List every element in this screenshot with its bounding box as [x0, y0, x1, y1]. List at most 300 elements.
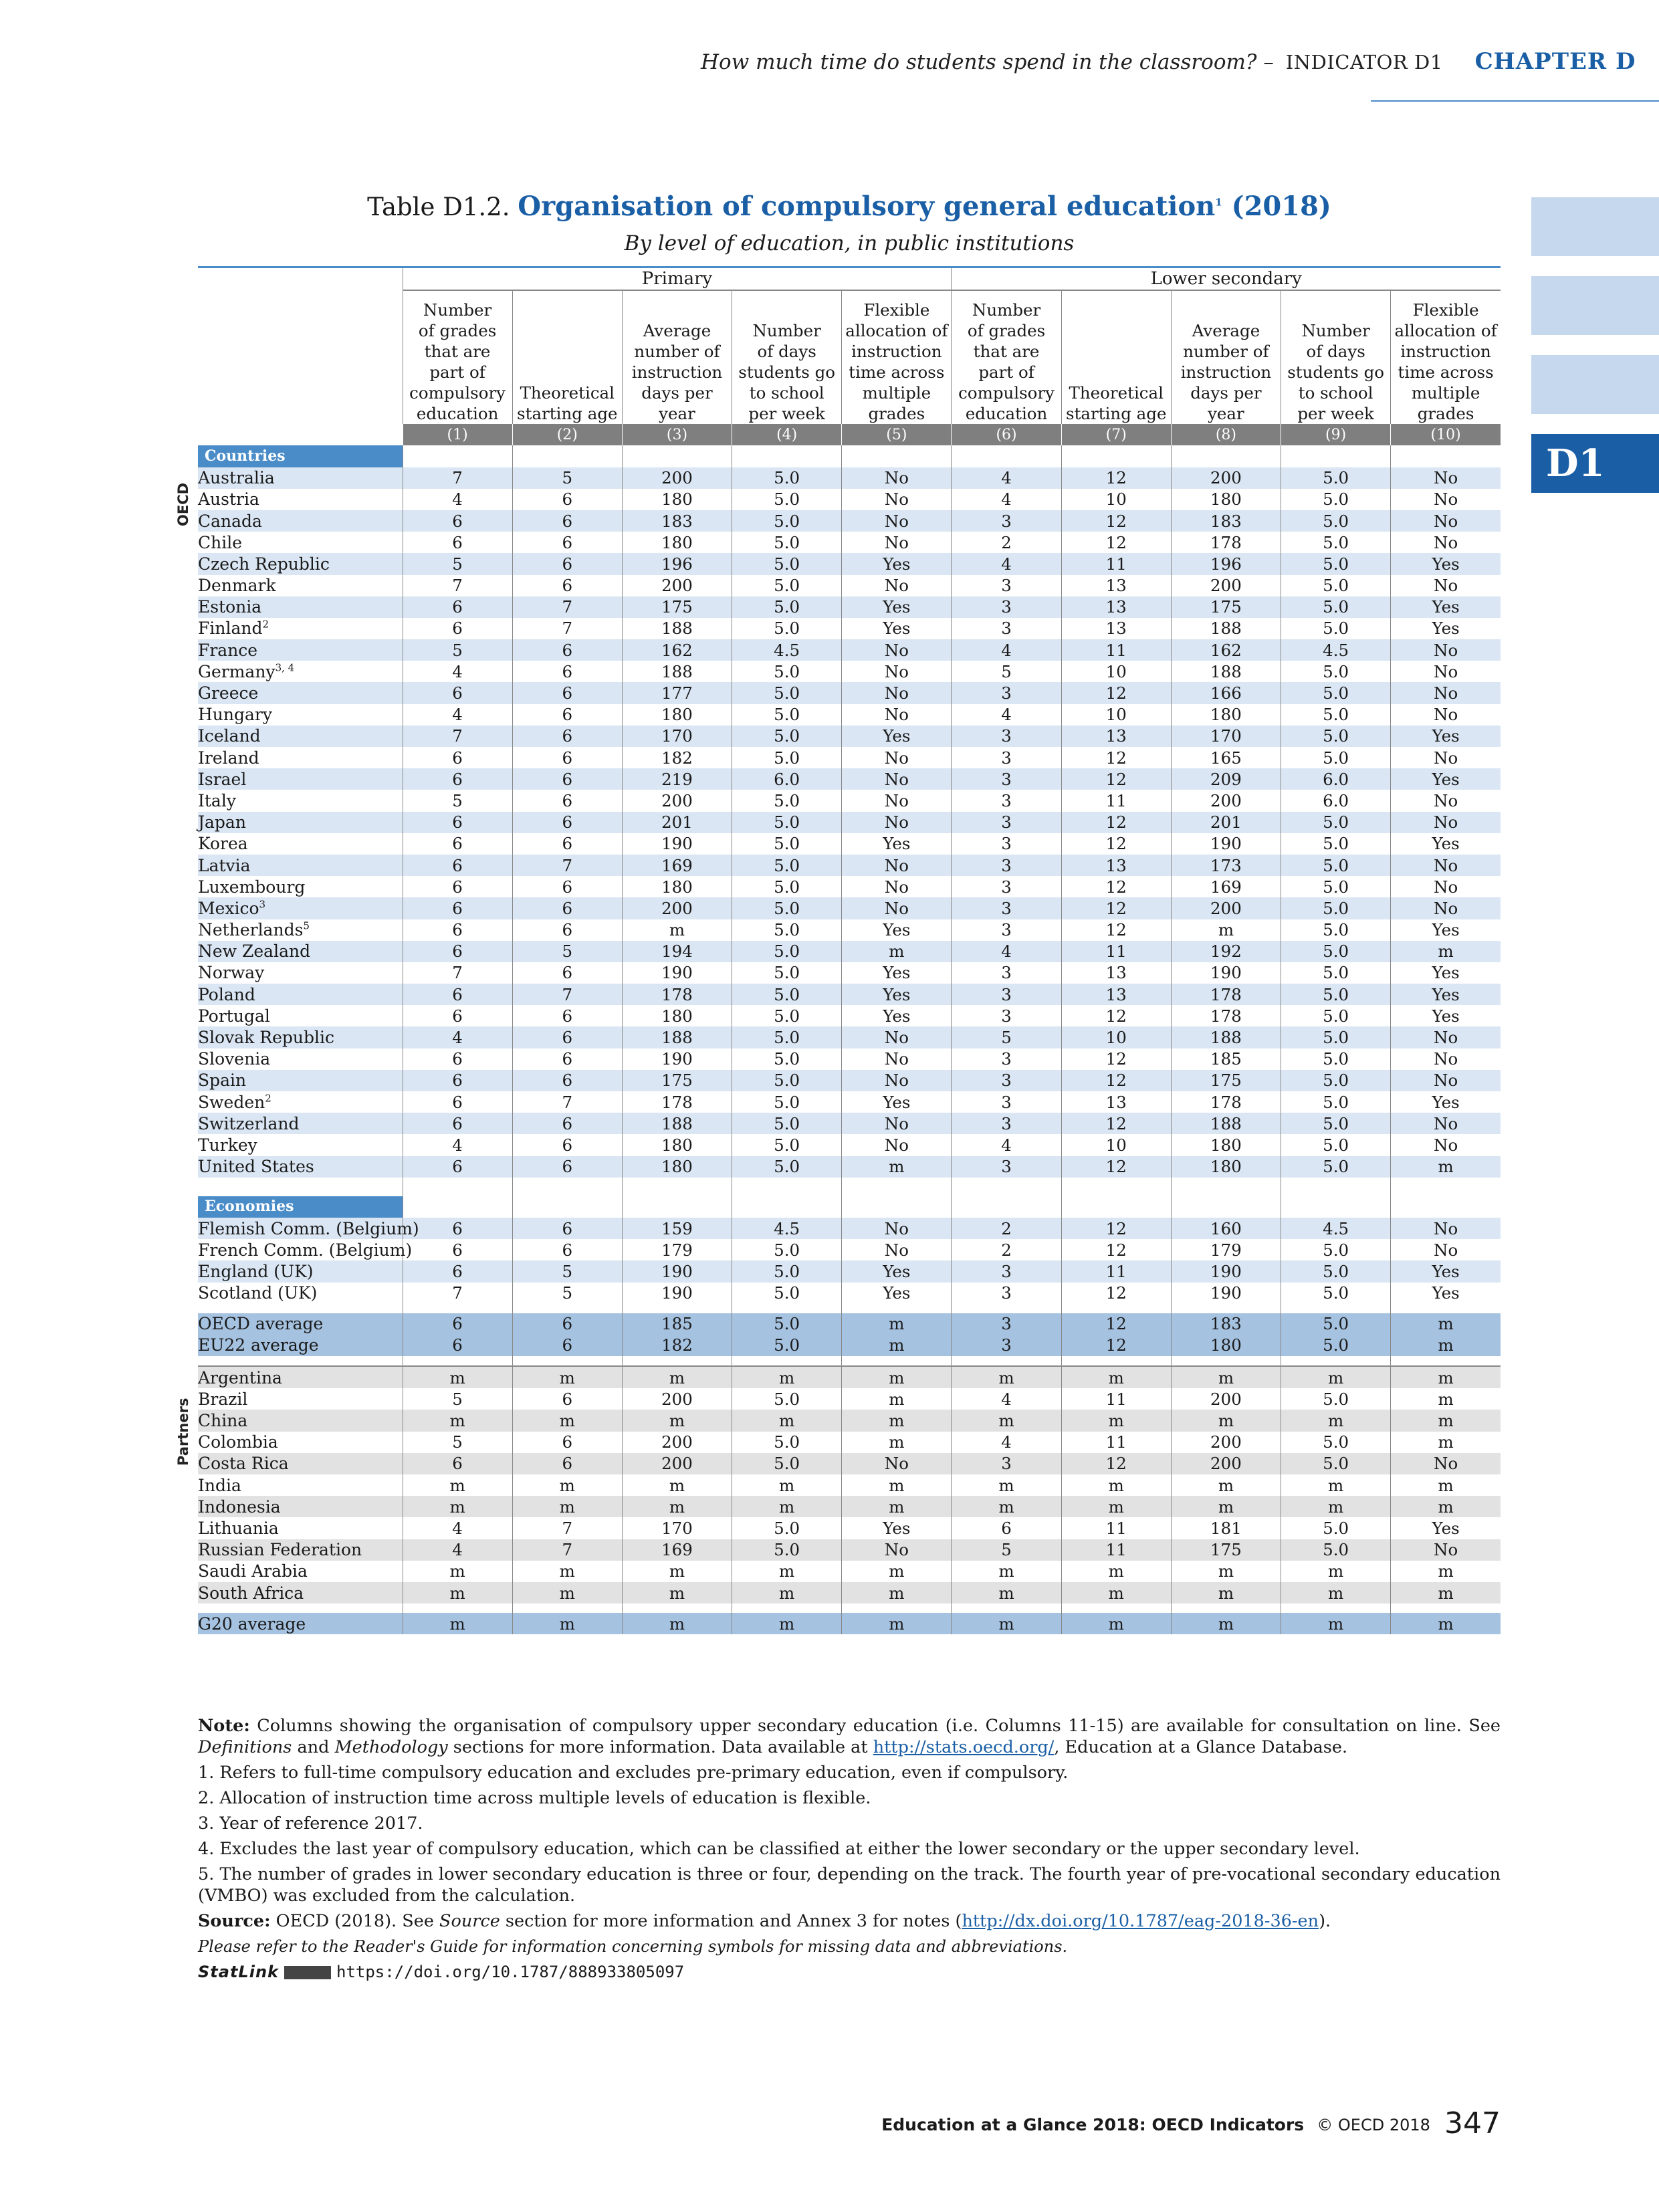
- footnote-marker: 2: [265, 1092, 271, 1105]
- cell-col-3: 178: [622, 984, 732, 1005]
- empty-cell: [952, 1304, 1061, 1313]
- table-row: [198, 661, 1501, 682]
- empty-cell: [732, 1304, 842, 1313]
- cell-col-3: 196: [622, 553, 732, 574]
- empty-cell: [198, 1304, 403, 1313]
- page-footer: [869, 2106, 1501, 2140]
- cell-col-9: 5.0: [1281, 1517, 1391, 1539]
- col-number-10: (10): [1391, 424, 1501, 445]
- footnote-marker: 2: [262, 619, 269, 631]
- cell-col-1: 4: [403, 1026, 512, 1048]
- cell-col-1: 6: [403, 1453, 512, 1474]
- table-row: [198, 618, 1501, 639]
- footnote-4: 4. Excludes the last year of compulsory education, which can be classified at either the lower secondary or the upper secondary level.: [198, 1839, 1360, 1859]
- cell-col-1: m: [403, 1366, 512, 1388]
- col-header-line: that are: [973, 342, 1040, 362]
- cell-col-8: 200: [1171, 1432, 1281, 1453]
- cell-col-10: No: [1391, 704, 1501, 726]
- col-number-2: (2): [512, 424, 622, 445]
- source-text-2: section for more information and Annex 3 for notes (: [500, 1911, 962, 1931]
- cell-col-10: Yes: [1391, 984, 1501, 1005]
- cell-col-7: 12: [1061, 768, 1171, 790]
- cell-col-9: 5.0: [1281, 726, 1391, 747]
- empty-cell: [512, 1356, 622, 1366]
- publication-title: Education at a Glance 2018: OECD Indicators: [881, 2115, 1305, 2134]
- stats-link[interactable]: http://stats.oecd.org/: [873, 1737, 1055, 1757]
- cell-col-8: 178: [1171, 532, 1281, 553]
- cell-col-10: No: [1391, 812, 1501, 833]
- cell-col-10: Yes: [1391, 553, 1501, 574]
- cell-col-2: 6: [512, 768, 622, 790]
- cell-col-1: 6: [403, 1239, 512, 1260]
- col-header-line: allocation of: [845, 321, 948, 341]
- cell-col-7: 11: [1061, 941, 1171, 962]
- cell-col-5: Yes: [842, 596, 952, 618]
- cell-col-8: 169: [1171, 876, 1281, 897]
- cell-col-9: 5.0: [1281, 747, 1391, 768]
- table-row: [198, 1113, 1501, 1134]
- cell-col-1: 5: [403, 553, 512, 574]
- cell-col-7: 13: [1061, 575, 1171, 596]
- cell-col-3: 180: [622, 704, 732, 726]
- row-label: [198, 941, 403, 962]
- col-header-line: number of: [634, 342, 720, 362]
- cell-col-1: 6: [403, 1113, 512, 1134]
- table-row: [198, 639, 1501, 661]
- cell-col-5: Yes: [842, 1517, 952, 1539]
- cell-col-6: 3: [952, 1156, 1061, 1178]
- cell-col-3: 180: [622, 1005, 732, 1026]
- cell-col-5: Yes: [842, 833, 952, 855]
- cell-col-6: 3: [952, 962, 1061, 984]
- cell-col-10: Yes: [1391, 1517, 1501, 1539]
- cell-col-10: m: [1391, 1582, 1501, 1603]
- col-number-1: (1): [403, 424, 512, 445]
- cell-col-2: 6: [512, 1113, 622, 1134]
- cell-col-3: 180: [622, 532, 732, 553]
- col-number-9: (9): [1281, 424, 1391, 445]
- row-label: [198, 1335, 403, 1356]
- cell-col-9: 5.0: [1281, 1048, 1391, 1070]
- table-row: [198, 919, 1501, 941]
- empty-cell: [1061, 1178, 1171, 1196]
- cell-col-3: 219: [622, 768, 732, 790]
- cell-col-10: m: [1391, 1474, 1501, 1496]
- empty-cell: [952, 1196, 1061, 1218]
- doi-link[interactable]: http://dx.doi.org/10.1787/eag-2018-36-en: [962, 1911, 1319, 1931]
- cell-col-7: 12: [1061, 1005, 1171, 1026]
- empty-cell: [1391, 445, 1501, 467]
- country-name: Portugal: [198, 1006, 270, 1026]
- cell-col-3: 182: [622, 1335, 732, 1356]
- country-name: Saudi Arabia: [198, 1561, 308, 1581]
- cell-col-1: 6: [403, 1335, 512, 1356]
- cell-col-7: 12: [1061, 919, 1171, 941]
- col-number-5: (5): [842, 424, 952, 445]
- row-label: [198, 510, 403, 532]
- col-number-6: (6): [952, 424, 1061, 445]
- empty-cell: [842, 445, 952, 467]
- empty-cell: [1171, 1356, 1281, 1366]
- col-number-3: (3): [622, 424, 732, 445]
- col-header-line: multiple: [862, 383, 931, 403]
- country-name: Scotland (UK): [198, 1283, 318, 1303]
- row-label: [198, 1313, 403, 1335]
- cell-col-6: 3: [952, 1113, 1061, 1134]
- cell-col-9: 5.0: [1281, 1335, 1391, 1356]
- cell-col-9: 5.0: [1281, 682, 1391, 703]
- section-label: Economies: [198, 1196, 403, 1218]
- cell-col-9: 5.0: [1281, 812, 1391, 833]
- empty-cell: [842, 1304, 952, 1313]
- cell-col-5: m: [842, 1432, 952, 1453]
- cell-col-2: m: [512, 1496, 622, 1517]
- country-name: France: [198, 640, 258, 660]
- table-row: [198, 1582, 1501, 1603]
- cell-col-9: 5.0: [1281, 1239, 1391, 1260]
- cell-col-9: 4.5: [1281, 639, 1391, 661]
- cell-col-10: m: [1391, 1388, 1501, 1410]
- country-name: India: [198, 1475, 241, 1495]
- cell-col-10: m: [1391, 1496, 1501, 1517]
- row-label: [198, 618, 403, 639]
- cell-col-10: No: [1391, 467, 1501, 489]
- cell-col-1: 6: [403, 532, 512, 553]
- cell-col-5: Yes: [842, 1260, 952, 1282]
- cell-col-3: m: [622, 1582, 732, 1603]
- note: [198, 1715, 1501, 1758]
- country-name: Poland: [198, 984, 255, 1004]
- cell-col-7: 10: [1061, 489, 1171, 510]
- cell-col-5: m: [842, 941, 952, 962]
- statlink-url[interactable]: https://doi.org/10.1787/888933805097: [336, 1963, 685, 1981]
- cell-col-9: 5.0: [1281, 704, 1391, 726]
- cell-col-1: 6: [403, 984, 512, 1005]
- cell-col-9: m: [1281, 1474, 1391, 1496]
- cell-col-9: 5.0: [1281, 510, 1391, 532]
- cell-col-4: m: [732, 1366, 842, 1388]
- row-label: [198, 984, 403, 1005]
- empty-cell: [622, 1356, 732, 1366]
- cell-col-3: 194: [622, 941, 732, 962]
- col-header-line: Flexible: [1412, 300, 1479, 320]
- notes-block: [198, 1715, 1501, 1983]
- col-header-line: instruction: [1400, 342, 1491, 362]
- country-name: Latvia: [198, 855, 251, 875]
- note-text-1: Columns showing the organisation of compulsory upper secondary education (i.e. Columns 11-15) are available for consultation on line. See: [249, 1716, 1501, 1736]
- cell-col-2: 5: [512, 1260, 622, 1282]
- cell-col-5: Yes: [842, 984, 952, 1005]
- cell-col-2: m: [512, 1582, 622, 1603]
- statlink[interactable]: [198, 1961, 1501, 1983]
- cell-col-6: 3: [952, 1283, 1061, 1304]
- cell-col-6: m: [952, 1474, 1061, 1496]
- cell-col-2: m: [512, 1613, 622, 1634]
- cell-col-4: 5.0: [732, 1048, 842, 1070]
- cell-col-2: 7: [512, 984, 622, 1005]
- cell-col-2: 7: [512, 855, 622, 876]
- cell-col-5: No: [842, 639, 952, 661]
- cell-col-1: 6: [403, 1070, 512, 1091]
- empty-cell: [1391, 1603, 1501, 1613]
- table-row: [198, 1048, 1501, 1070]
- cell-col-8: 160: [1171, 1218, 1281, 1239]
- row-label: [198, 1613, 403, 1634]
- cell-col-8: 162: [1171, 639, 1281, 661]
- cell-col-6: 4: [952, 1388, 1061, 1410]
- cell-col-1: 6: [403, 682, 512, 703]
- section-economies: [198, 1196, 1501, 1218]
- cell-col-8: 170: [1171, 726, 1281, 747]
- table-row: [198, 682, 1501, 703]
- cell-col-5: No: [842, 1134, 952, 1155]
- cell-col-5: No: [842, 661, 952, 682]
- cell-col-4: 5.0: [732, 1026, 842, 1048]
- cell-col-3: 170: [622, 1517, 732, 1539]
- col-header-line: students go: [738, 362, 836, 382]
- cell-col-10: No: [1391, 1070, 1501, 1091]
- cell-col-4: 5.0: [732, 726, 842, 747]
- empty-cell: [732, 1196, 842, 1218]
- cell-col-10: No: [1391, 876, 1501, 897]
- source: [198, 1910, 1501, 1932]
- cell-col-2: 6: [512, 833, 622, 855]
- cell-col-1: 5: [403, 790, 512, 811]
- cell-col-9: 5.0: [1281, 1113, 1391, 1134]
- cell-col-9: m: [1281, 1561, 1391, 1582]
- cell-col-1: 4: [403, 1134, 512, 1155]
- row-label: [198, 704, 403, 726]
- col-header-line: Average: [643, 321, 711, 341]
- cell-col-1: 6: [403, 1005, 512, 1026]
- cell-col-3: 178: [622, 1091, 732, 1113]
- cell-col-7: 12: [1061, 1453, 1171, 1474]
- col-header-line: Theoretical: [1069, 383, 1164, 403]
- country-name: Brazil: [198, 1389, 248, 1409]
- footnote-3: 3. Year of reference 2017.: [198, 1813, 423, 1834]
- cell-col-1: 4: [403, 1517, 512, 1539]
- empty-cell: [403, 1356, 512, 1366]
- cell-col-8: 190: [1171, 833, 1281, 855]
- country-name: Finland: [198, 619, 263, 639]
- cell-col-8: m: [1171, 1366, 1281, 1388]
- cell-col-5: No: [842, 1048, 952, 1070]
- col-header-line: to school: [1298, 383, 1373, 403]
- cell-col-9: 5.0: [1281, 1091, 1391, 1113]
- cell-col-10: No: [1391, 1113, 1501, 1134]
- cell-col-3: m: [622, 1561, 732, 1582]
- cell-col-2: 6: [512, 1156, 622, 1178]
- cell-col-10: No: [1391, 1048, 1501, 1070]
- table-row: [198, 1453, 1501, 1474]
- cell-col-1: m: [403, 1474, 512, 1496]
- col-header-line: instruction: [851, 342, 942, 362]
- cell-col-5: No: [842, 855, 952, 876]
- col-header-line: to school: [749, 383, 824, 403]
- cell-col-4: 5.0: [732, 553, 842, 574]
- cell-col-5: No: [842, 704, 952, 726]
- cell-col-6: 3: [952, 726, 1061, 747]
- country-name: Norway: [198, 963, 265, 983]
- cell-col-8: 200: [1171, 790, 1281, 811]
- country-name: Austria: [198, 489, 259, 510]
- title-text: Organisation of compulsory general education: [518, 191, 1216, 222]
- col-header-line: per week: [1297, 404, 1374, 424]
- cell-col-6: 5: [952, 1026, 1061, 1048]
- cell-col-4: 5.0: [732, 1156, 842, 1178]
- country-name: South Africa: [198, 1583, 304, 1603]
- empty-cell: [512, 1196, 622, 1218]
- row-label: [198, 1156, 403, 1178]
- table-row: [198, 510, 1501, 532]
- cell-col-7: 12: [1061, 747, 1171, 768]
- section-label: Countries: [198, 445, 403, 467]
- cell-col-7: 12: [1061, 1048, 1171, 1070]
- cell-col-4: m: [732, 1496, 842, 1517]
- row-label: [198, 1070, 403, 1091]
- cell-col-10: No: [1391, 489, 1501, 510]
- note-definitions: Definitions: [198, 1737, 292, 1757]
- cell-col-1: 6: [403, 596, 512, 618]
- cell-col-10: m: [1391, 1335, 1501, 1356]
- cell-col-3: 200: [622, 1432, 732, 1453]
- table-row: [198, 812, 1501, 833]
- cell-col-2: 7: [512, 1091, 622, 1113]
- empty-cell: [1061, 1603, 1171, 1613]
- cell-col-2: 6: [512, 639, 622, 661]
- cell-col-2: 7: [512, 1517, 622, 1539]
- cell-col-1: 7: [403, 726, 512, 747]
- cell-col-4: 5.0: [732, 812, 842, 833]
- cell-col-2: 6: [512, 1313, 622, 1335]
- cell-col-1: 6: [403, 876, 512, 897]
- cell-col-10: No: [1391, 1453, 1501, 1474]
- cell-col-4: 5.0: [732, 1539, 842, 1561]
- table-row: [198, 790, 1501, 811]
- cell-col-7: 13: [1061, 1091, 1171, 1113]
- cell-col-3: 200: [622, 467, 732, 489]
- cell-col-1: 6: [403, 1091, 512, 1113]
- cell-col-1: 6: [403, 855, 512, 876]
- statlink-logo-icon: [284, 1966, 331, 1979]
- cell-col-4: 5.0: [732, 941, 842, 962]
- cell-col-8: 188: [1171, 661, 1281, 682]
- col-header-line: starting age: [517, 404, 618, 424]
- empty-cell: [1281, 1304, 1391, 1313]
- source-text-1: OECD (2018). See: [270, 1911, 440, 1931]
- cell-col-7: 10: [1061, 1134, 1171, 1155]
- row-label: [198, 1113, 403, 1134]
- table-title: [198, 191, 1501, 222]
- cell-col-8: 185: [1171, 1048, 1281, 1070]
- cell-col-3: 182: [622, 747, 732, 768]
- empty-cell: [1171, 1178, 1281, 1196]
- row-label: [198, 1388, 403, 1410]
- col-header-line: number of: [1183, 342, 1269, 362]
- cell-col-6: 4: [952, 639, 1061, 661]
- cell-col-4: 5.0: [732, 661, 842, 682]
- empty-cell: [732, 445, 842, 467]
- cell-col-6: 5: [952, 661, 1061, 682]
- col-header-line: of days: [757, 342, 816, 362]
- table-row: [198, 1313, 1501, 1335]
- empty-cell: [1391, 1304, 1501, 1313]
- cell-col-7: 12: [1061, 897, 1171, 919]
- cell-col-3: m: [622, 1613, 732, 1634]
- cell-col-3: 162: [622, 639, 732, 661]
- footnote-1: 1. Refers to full-time compulsory education and excludes pre-primary education, even if compulsory.: [198, 1763, 1069, 1783]
- cell-col-3: m: [622, 1496, 732, 1517]
- cell-col-10: No: [1391, 639, 1501, 661]
- cell-col-5: m: [842, 1366, 952, 1388]
- cell-col-9: 5.0: [1281, 467, 1391, 489]
- cell-col-6: 3: [952, 682, 1061, 703]
- cell-col-8: 209: [1171, 768, 1281, 790]
- cell-col-2: 6: [512, 790, 622, 811]
- cell-col-8: 175: [1171, 596, 1281, 618]
- cell-col-8: 179: [1171, 1239, 1281, 1260]
- cell-col-5: Yes: [842, 919, 952, 941]
- cell-col-6: 3: [952, 596, 1061, 618]
- table-row: [198, 1474, 1501, 1496]
- row-label: [198, 1005, 403, 1026]
- note-label: Note:: [198, 1716, 250, 1736]
- cell-col-9: 6.0: [1281, 768, 1391, 790]
- cell-col-10: No: [1391, 682, 1501, 703]
- cell-col-6: 3: [952, 1453, 1061, 1474]
- country-name: England (UK): [198, 1261, 314, 1281]
- cell-col-4: 5.0: [732, 1283, 842, 1304]
- cell-col-1: 6: [403, 833, 512, 855]
- cell-col-2: 6: [512, 962, 622, 984]
- cell-col-6: 4: [952, 941, 1061, 962]
- row-label: [198, 812, 403, 833]
- cell-col-5: No: [842, 1070, 952, 1091]
- cell-col-9: 5.0: [1281, 833, 1391, 855]
- cell-col-4: 5.0: [732, 532, 842, 553]
- statlink-label: StatLink: [198, 1963, 279, 1981]
- cell-col-8: m: [1171, 1496, 1281, 1517]
- country-name: Germany: [198, 661, 275, 681]
- cell-col-10: Yes: [1391, 1283, 1501, 1304]
- cell-col-3: 177: [622, 682, 732, 703]
- row-label: [198, 1561, 403, 1582]
- empty-cell: [198, 1356, 403, 1366]
- page-number: 347: [1444, 2106, 1501, 2140]
- cell-col-6: 2: [952, 532, 1061, 553]
- cell-col-4: 5.0: [732, 596, 842, 618]
- cell-col-2: 6: [512, 1218, 622, 1239]
- note-and: and: [292, 1737, 335, 1757]
- cell-col-2: 6: [512, 897, 622, 919]
- country-name: Spain: [198, 1071, 247, 1091]
- cell-col-9: 5.0: [1281, 919, 1391, 941]
- col-header-line: that are: [424, 342, 491, 362]
- country-name: Lithuania: [198, 1518, 279, 1538]
- cell-col-3: 185: [622, 1313, 732, 1335]
- cell-col-5: m: [842, 1156, 952, 1178]
- source-italic: Source: [439, 1911, 500, 1931]
- empty-cell: [622, 445, 732, 467]
- empty-cell: [512, 1603, 622, 1613]
- empty-cell: [1061, 445, 1171, 467]
- cell-col-7: 11: [1061, 1260, 1171, 1282]
- cell-col-6: 4: [952, 467, 1061, 489]
- cell-col-3: 180: [622, 489, 732, 510]
- side-tab-blank-2: [1531, 276, 1659, 335]
- cell-col-5: m: [842, 1613, 952, 1634]
- copyright: © OECD 2018: [1317, 2116, 1430, 2134]
